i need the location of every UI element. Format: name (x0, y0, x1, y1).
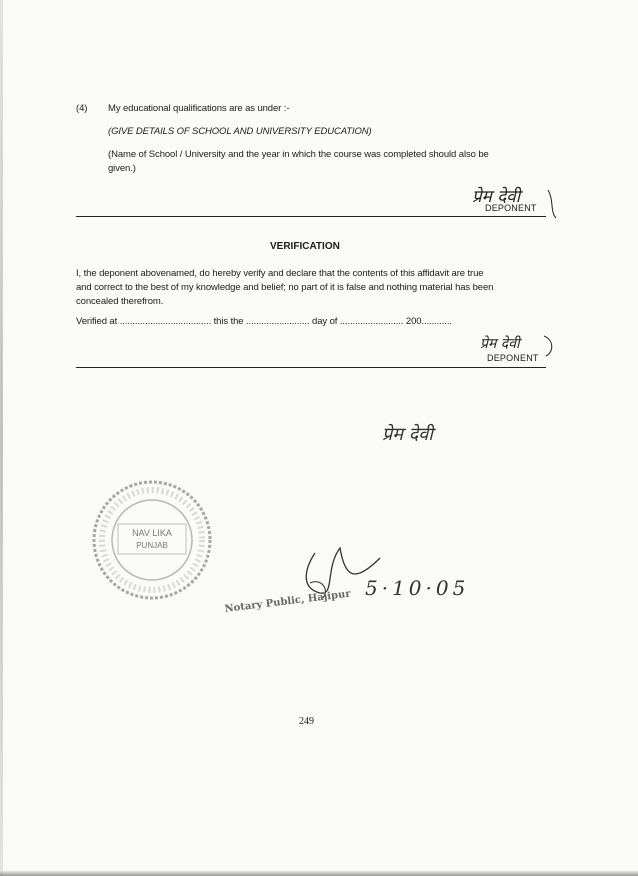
verification-line3: concealed therefrom. (76, 296, 164, 307)
verification-title: VERIFICATION (270, 241, 340, 252)
page-number: 249 (299, 716, 314, 727)
svg-text:प्रेम देवी: प्रेम देवी (382, 424, 433, 445)
deponent-signature-1 (470, 178, 565, 220)
divider-2 (76, 367, 546, 368)
notary-caption: Notary Public, Hajipur (224, 588, 352, 615)
item-heading: My educational qualifications are as under :- (108, 103, 290, 114)
item-number: (4) (76, 103, 88, 114)
verification-line1: I, the deponent abovenamed, do hereby verify and declare that the contents of this affidavit are true (76, 268, 484, 279)
item-note-line2: given.) (108, 163, 136, 174)
verification-line2: and correct to the best of my knowledge and belief; no part of it is false and nothing material has been (76, 282, 494, 293)
deponent-label-2: DEPONENT (487, 353, 539, 363)
svg-text:प्रेम देवी: प्रेम देवी (480, 336, 520, 352)
deponent-label-1: DEPONENT (485, 203, 537, 213)
item-note-line1: (Name of School / University and the year in which the course was completed should also be (108, 149, 489, 160)
notary-date: 5·10·05 (365, 576, 470, 600)
scan-bottom-shadow (0, 870, 638, 876)
scan-edge-shadow (0, 0, 3, 876)
verified-at-line: Verified at .................................... this the ......................... day of ......................... 200............ (76, 316, 452, 327)
notary-seal-stamp (88, 476, 218, 606)
svg-text:प्रेम देवी: प्रेम देवी (472, 187, 521, 207)
item-subheading: (GIVE DETAILS OF SCHOOL AND UNIVERSITY EDUCATION) (108, 126, 372, 137)
svg-text:PUNJAB: PUNJAB (136, 541, 168, 550)
signature-3 (380, 416, 470, 452)
divider-1 (76, 216, 546, 217)
svg-text:NAV LIKA: NAV LIKA (132, 528, 172, 538)
